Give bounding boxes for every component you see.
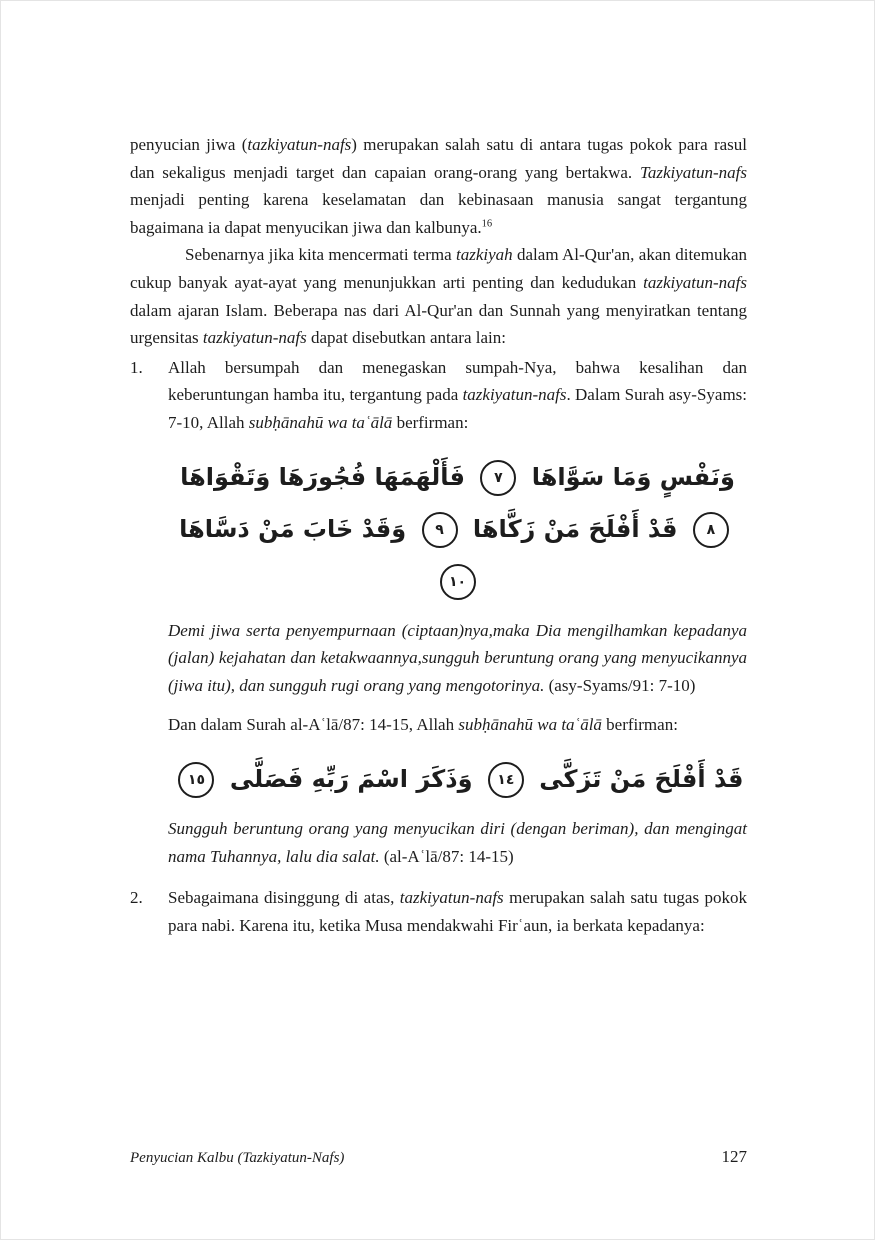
ayah-number-marker: ٧ bbox=[480, 460, 516, 496]
page-content bbox=[130, 131, 747, 939]
translation-asy-syams: Demi jiwa serta penyempurnaan (ciptaan)nya,maka Dia mengilhamkan kepadanya (jalan) kejahatan dan ketakwaannya,sungguh beruntung orang yang menyucikannya (jiwa itu), dan sungguh rugi orang yang mengotorinya. (asy-Syams/91: 7-10) bbox=[168, 620, 747, 695]
paragraph-tazkiyah-overview: Sebenarnya jika kita mencermati terma tazkiyah dalam Al-Qur'an, akan ditemukan cukup banyak ayat-ayat yang menunjukkan arti penting dan kedudukan tazkiyatun-nafs dalam ajaran Islam. Beberapa nas dari Al-Qur'an dan Sunnah yang menyiratkan tentang urgensitas tazkiyatun-nafs dapat disebutkan antara lain: bbox=[130, 245, 747, 348]
footer-book-title: Penyucian Kalbu (Tazkiyatun-Nafs) bbox=[130, 1150, 345, 1166]
footer-page-number: 127 bbox=[721, 1147, 747, 1166]
list-item-2-intro: Sebagaimana disinggung di atas, tazkiyatun-nafs merupakan salah satu tugas pokok para nabi. Karena itu, ketika Musa mendakwahi Firʿaun, ia berkata kepadanya: bbox=[168, 888, 747, 935]
paragraph-surah-al-ala-intro: Dan dalam Surah al-Aʿlā/87: 14-15, Allah subḥānahū wa taʿālā berfirman: bbox=[168, 715, 678, 735]
list-item-1 bbox=[130, 354, 747, 882]
paragraph-opening: penyucian jiwa (tazkiyatun-nafs) merupakan salah satu di antara tugas pokok para rasul dan sekaligus menjadi target dan capaian orang-orang yang bertakwa. Tazkiyatun-nafs menjadi penting karena keselamatan dan kebinasaan manusia sangat tergantung bagaimana ia dapat menyucikan jiwa dan kalbunya.$^{16}$ bbox=[130, 135, 747, 237]
translation-al-ala: Sungguh beruntung orang yang menyucikan diri (dengan beriman), dan mengingat nama Tuhannya, lalu dia salat. (al-Aʿlā/87: 14-15) bbox=[168, 818, 747, 866]
ayah-number-marker: ١٥ bbox=[178, 762, 214, 798]
list-item-2 bbox=[130, 884, 747, 939]
list-number-2: 2. bbox=[130, 888, 143, 908]
ayah-number-marker: ١٠ bbox=[440, 564, 476, 600]
list-item-1-intro: Allah bersumpah dan menegaskan sumpah-Nya, bahwa kesalihan dan keberuntungan hamba itu, tergantung pada tazkiyatun-nafs. Dalam Surah asy-Syams: 7-10, Allah subḥānahū wa taʿālā berfirman: bbox=[168, 357, 748, 432]
list-number-1: 1. bbox=[130, 357, 143, 377]
quran-verse-al-ala-14-15: قَدْ أَفْلَحَ مَنْ تَزَكَّى ١٤ وَذَكَرَ اسْمَ رَبِّهِ فَصَلَّى ١٥ bbox=[168, 753, 747, 805]
page-footer bbox=[130, 1147, 747, 1167]
list-item-2-body bbox=[168, 884, 747, 939]
ayah-number-marker: ١٤ bbox=[488, 762, 524, 798]
list-item-1-body bbox=[168, 354, 747, 882]
ayah-number-marker: ٨ bbox=[693, 512, 729, 548]
quran-verse-asy-syams-7-10: وَنَفْسٍ وَمَا سَوَّاهَا ٧ فَأَلْهَمَهَا فُجُورَهَا وَتَقْوَاهَا ٨ قَدْ أَفْلَحَ مَنْ زَكَّاهَا ٩ وَقَدْ خَابَ مَنْ دَسَّاهَا ١٠ bbox=[168, 451, 747, 607]
ayah-number-marker: ٩ bbox=[422, 512, 458, 548]
